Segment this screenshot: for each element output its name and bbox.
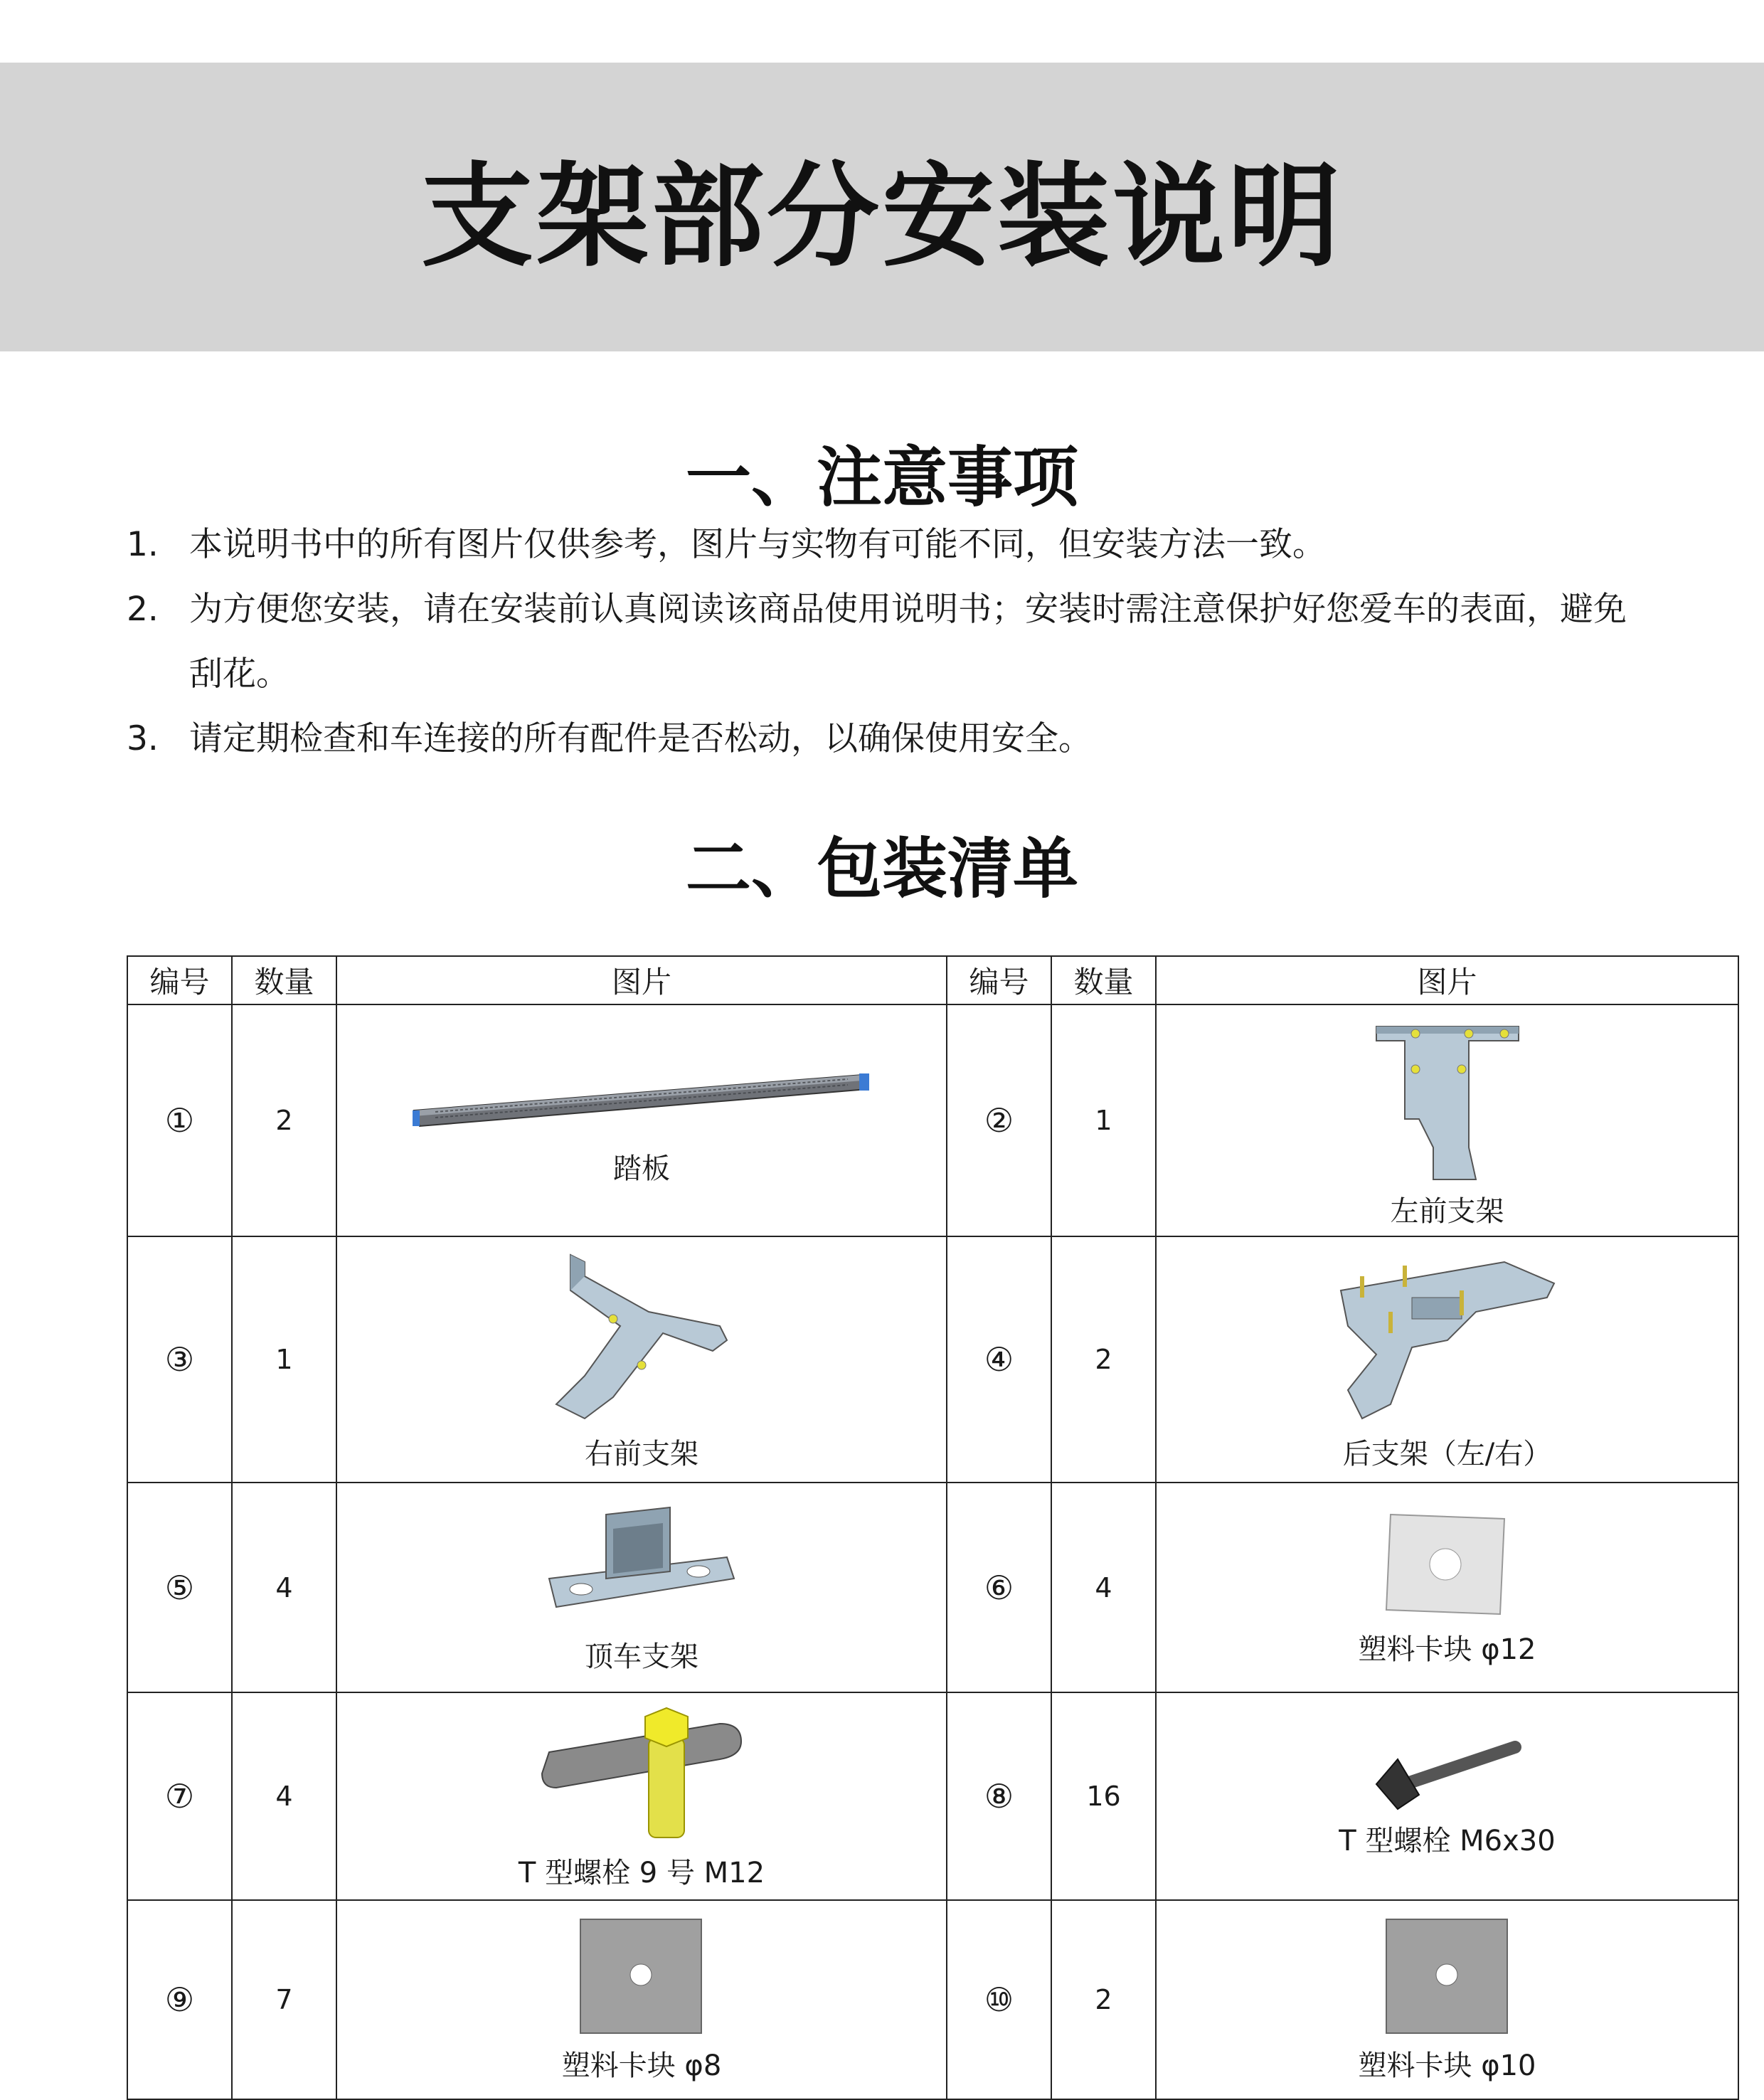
item-id: ⑤ [127, 1483, 232, 1692]
item-id: ③ [127, 1236, 232, 1483]
item-image-cell [1156, 1236, 1738, 1483]
item-qty: 7 [232, 1900, 336, 2099]
item-caption: 顶车支架 [585, 1640, 698, 1673]
item-caption: 踏板 [613, 1152, 670, 1185]
table-row [127, 1004, 1738, 1236]
item-caption: 右前支架 [585, 1437, 698, 1470]
table-header-row [127, 956, 1738, 1004]
header-qty: 数量 [1051, 956, 1156, 1004]
note-text: 为方便您安装，请在安装前认真阅读该商品使用说明书；安装时需注意保护好您爱车的表面，避免刮花。 [189, 590, 1627, 694]
item-qty: 16 [1051, 1692, 1156, 1900]
item-image-cell [336, 1004, 947, 1236]
note-text: 请定期检查和车连接的所有配件是否松动，以确保使用安全。 [189, 719, 1092, 758]
table-row [127, 1483, 1738, 1692]
page-title: 支架部分安装说明 [421, 151, 1343, 282]
item-image-cell [1156, 1483, 1738, 1692]
section-packing-heading: 二、包装清单 [685, 831, 1078, 907]
item-id: ⑩ [947, 1900, 1051, 2099]
note-item [127, 577, 1656, 706]
item-qty: 1 [232, 1236, 336, 1483]
header-id: 编号 [947, 956, 1051, 1004]
right-front-bracket-icon [542, 1248, 741, 1426]
item-id: ⑨ [127, 1900, 232, 2099]
jack-bracket-icon [542, 1500, 741, 1628]
header-image: 图片 [1156, 956, 1738, 1004]
item-id: ⑦ [127, 1692, 232, 1900]
notes-list [127, 512, 1656, 771]
item-id: ② [947, 1004, 1051, 1236]
plastic-block-8-icon [578, 1916, 706, 2037]
item-caption: 塑料卡块 φ10 [1358, 2049, 1536, 2082]
item-caption: 后支架（左/右） [1342, 1437, 1552, 1470]
item-image-cell [336, 1483, 947, 1692]
item-id: ⑥ [947, 1483, 1051, 1692]
table-row [127, 1692, 1738, 1900]
item-image-cell [1156, 1900, 1738, 2099]
packing-list-table [127, 955, 1739, 2100]
t-bolt-m6-icon [1369, 1734, 1526, 1813]
note-item [127, 512, 1656, 577]
note-number: 2. [127, 590, 159, 629]
item-qty: 2 [232, 1004, 336, 1236]
t-bolt-m12-icon [535, 1702, 748, 1845]
item-image-cell [336, 1692, 947, 1900]
item-caption: T 型螺栓 M6x30 [1339, 1824, 1556, 1857]
item-qty: 2 [1051, 1236, 1156, 1483]
item-qty: 1 [1051, 1004, 1156, 1236]
item-qty: 2 [1051, 1900, 1156, 2099]
note-number: 1. [127, 525, 159, 564]
item-qty: 4 [232, 1692, 336, 1900]
item-caption: 塑料卡块 φ8 [561, 2049, 722, 2082]
left-front-bracket-icon [1362, 1012, 1533, 1183]
item-caption: 左前支架 [1390, 1194, 1504, 1228]
section-notes-heading: 一、注意事项 [685, 440, 1078, 516]
header-image: 图片 [336, 956, 947, 1004]
note-text: 本说明书中的所有图片仅供参考，图片与实物有可能不同，但安装方法一致。 [189, 525, 1326, 564]
item-caption: 塑料卡块 φ12 [1358, 1633, 1536, 1666]
item-id: ① [127, 1004, 232, 1236]
header-id: 编号 [127, 956, 232, 1004]
running-board-icon [407, 1055, 876, 1140]
item-id: ⑧ [947, 1692, 1051, 1900]
item-qty: 4 [1051, 1483, 1156, 1692]
item-qty: 4 [232, 1483, 336, 1692]
item-image-cell [336, 1236, 947, 1483]
item-image-cell [1156, 1004, 1738, 1236]
item-image-cell [1156, 1692, 1738, 1900]
note-number: 3. [127, 719, 159, 758]
table-row [127, 1236, 1738, 1483]
item-caption: T 型螺栓 9 号 M12 [518, 1856, 765, 1889]
item-id: ④ [947, 1236, 1051, 1483]
item-image-cell [336, 1900, 947, 2099]
rear-bracket-icon [1334, 1248, 1561, 1426]
plastic-block-12-icon [1383, 1507, 1511, 1621]
plastic-block-10-icon [1383, 1916, 1511, 2037]
note-item [127, 706, 1656, 771]
header-qty: 数量 [232, 956, 336, 1004]
title-banner [0, 63, 1764, 351]
table-row [127, 1900, 1738, 2099]
